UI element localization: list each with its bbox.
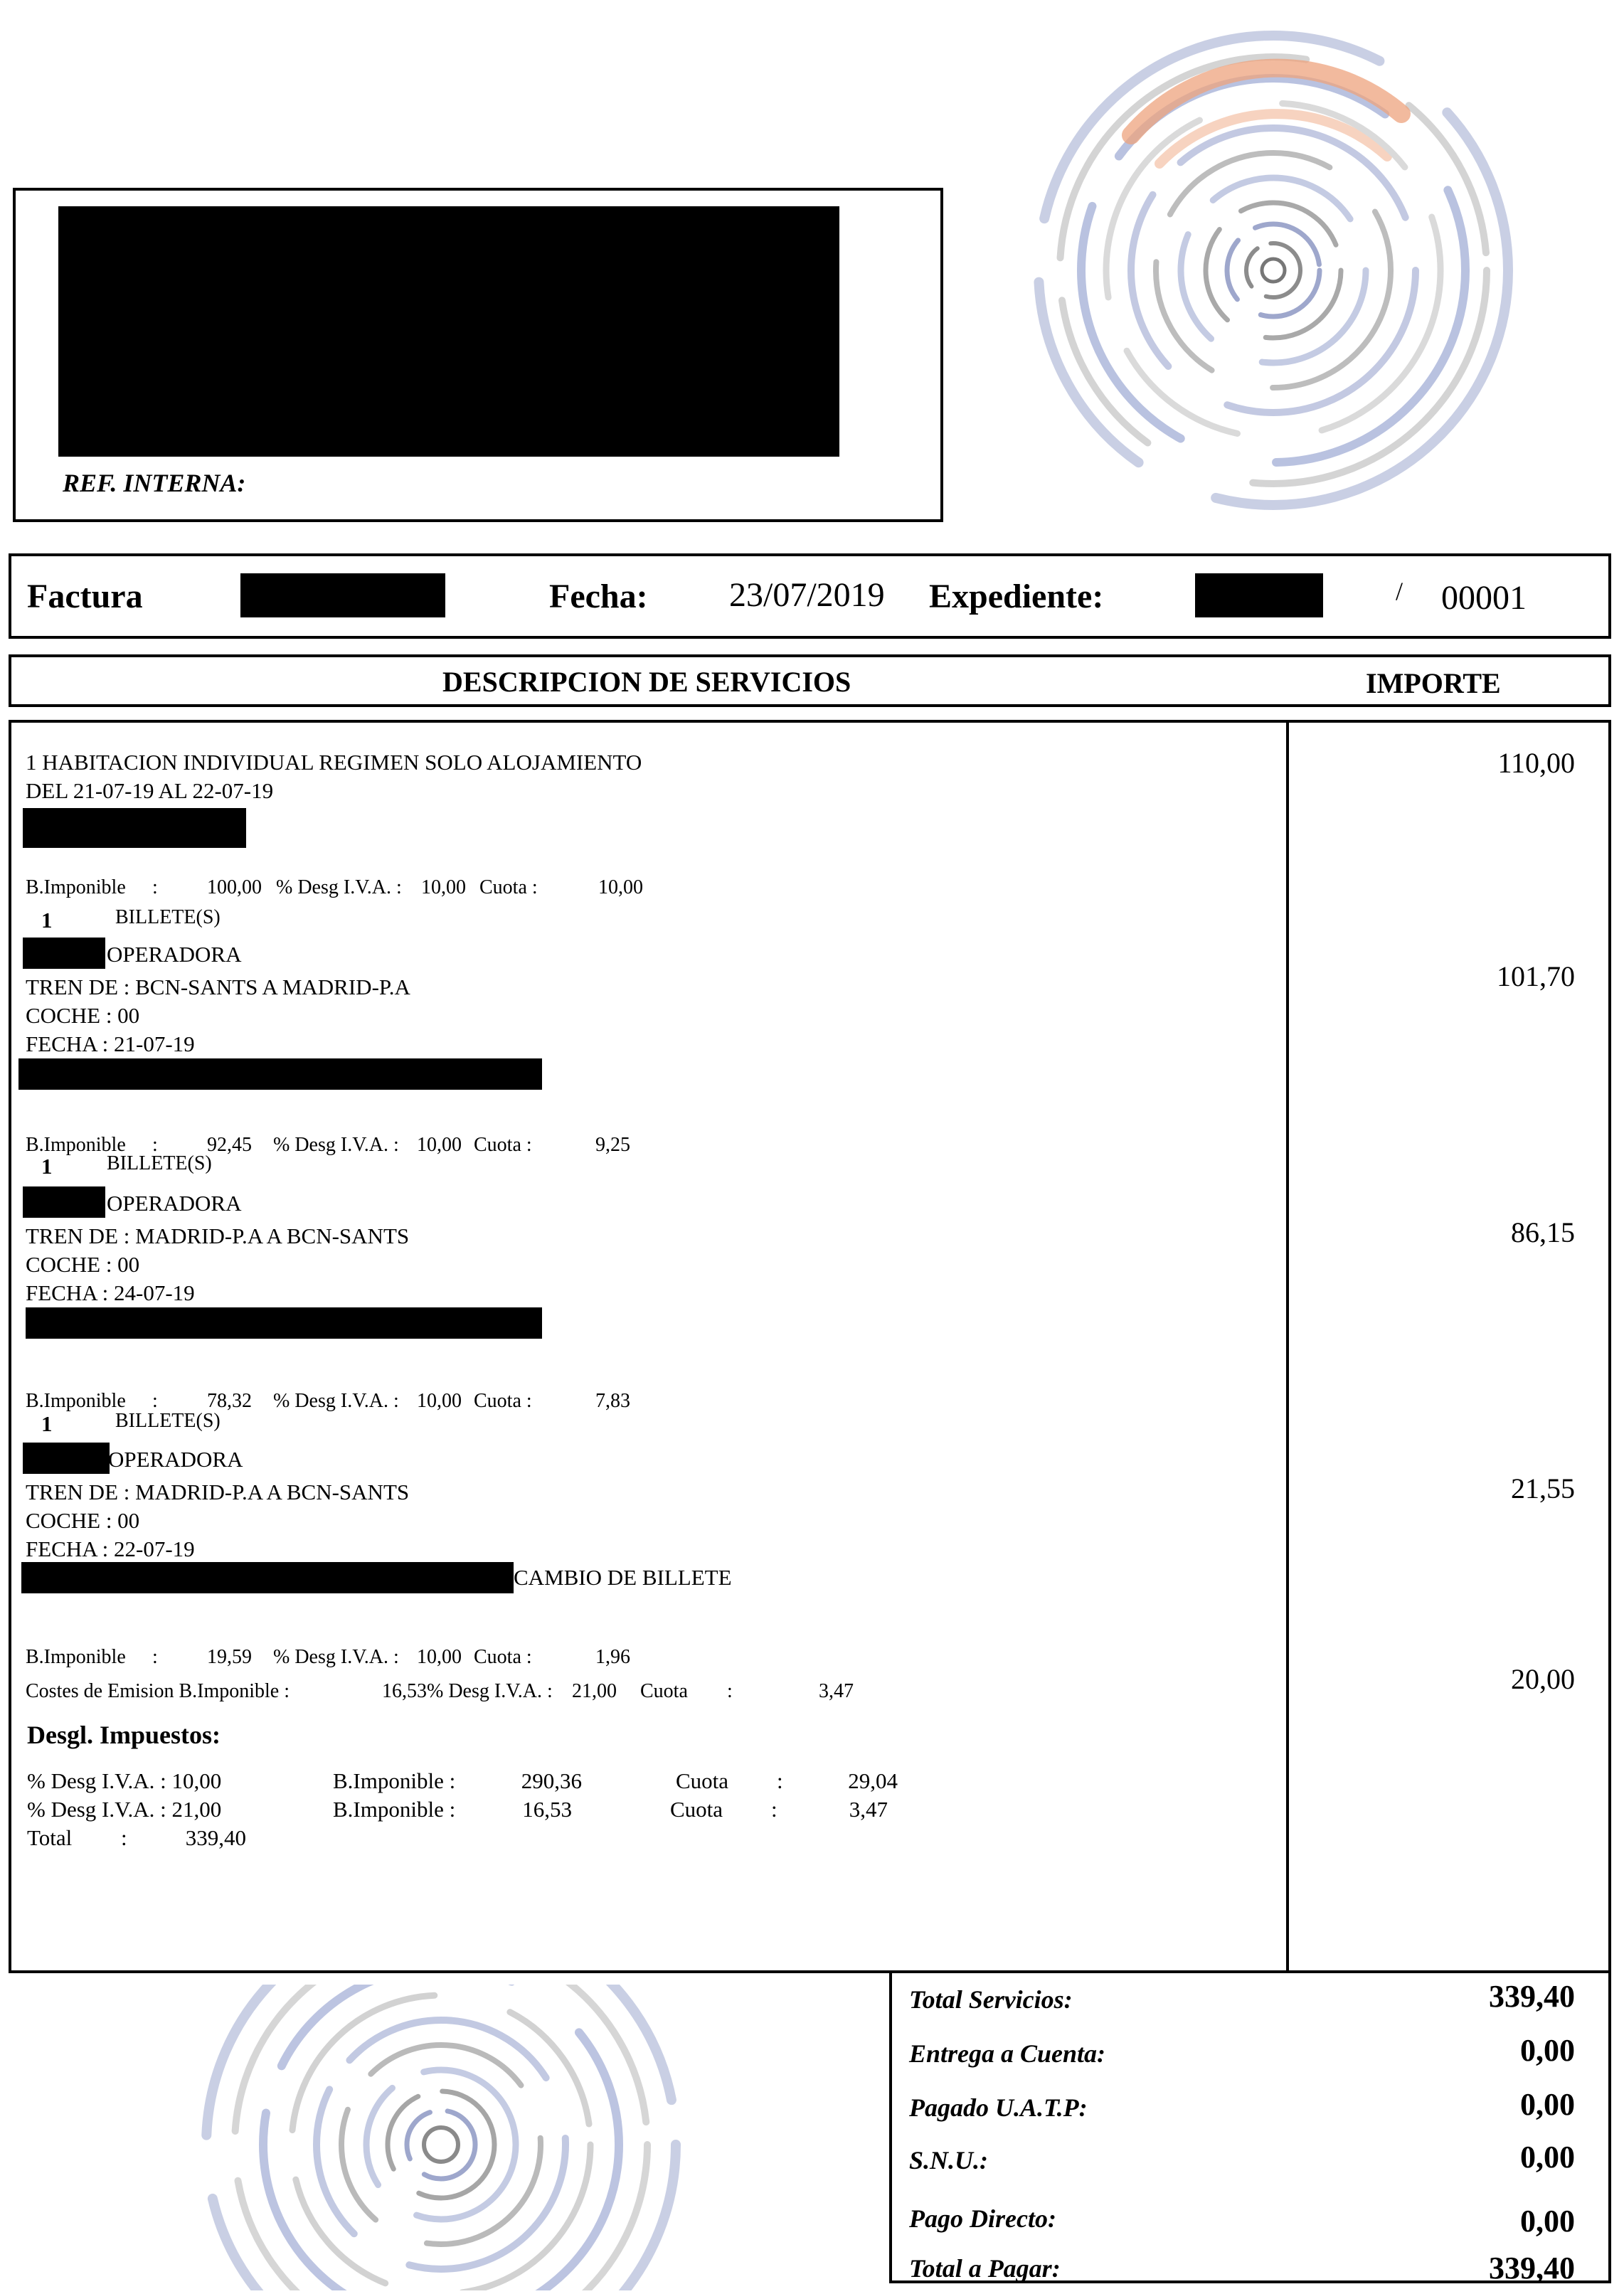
ticket-3-tax-line [26,1646,630,1669]
bi-colon: : [152,1134,158,1156]
bi-value: 19,59 [207,1646,252,1668]
redacted-operator-2 [23,1186,105,1218]
entrega-cuenta-label: Entrega a Cuenta: [909,2039,1106,2068]
desglose-row-1 [27,1768,898,1794]
pagado-uatp-label: Pagado U.A.T.P: [909,2093,1088,2122]
ticket-3-fecha: FECHA : 22-07-19 [26,1536,195,1561]
bi-value: 100,00 [207,876,262,898]
iva-label: % Desg I.V.A. : [276,876,402,898]
cuota-value: 10,00 [598,876,643,898]
expediente-label: Expediente: [929,578,1104,615]
bi-colon: : [152,1646,158,1668]
desglose-bi-label: B.Imponible : [333,1768,456,1793]
ticket-3-amount: 21,55 [1511,1472,1575,1504]
pago-directo-label: Pago Directo: [909,2204,1056,2233]
iva-value: 10,00 [417,1390,462,1412]
redacted-operator-3 [23,1443,110,1474]
hotel-line-1: 1 HABITACION INDIVIDUAL REGIMEN SOLO ALOJAMIENTO [26,750,642,775]
iva-label: % Desg I.V.A. : [273,1646,399,1668]
ticket-2-route: TREN DE : MADRID-P.A A BCN-SANTS [26,1223,410,1248]
pagado-uatp-value: 0,00 [1520,2087,1575,2122]
bi-colon: : [152,876,158,898]
expediente-number: 00001 [1441,579,1527,617]
ticket-2-qty: 1 [41,1154,53,1179]
iva-value: 10,00 [417,1134,462,1156]
desglose-iva: % Desg I.V.A. : 10,00 [27,1768,222,1793]
expediente-separator: / [1396,577,1403,605]
emision-line [26,1680,854,1703]
total-servicios-label: Total Servicios: [909,1985,1073,2014]
desglose-bi: 16,53 [522,1797,572,1822]
redacted-expediente [1195,573,1323,617]
fecha-label: Fecha: [549,578,648,615]
ticket-2-fecha: FECHA : 24-07-19 [26,1280,195,1305]
snu-value: 0,00 [1520,2140,1575,2174]
redacted-ticket-2-detail [26,1307,542,1339]
emision-bi: 16,53 [382,1680,427,1702]
desglose-iva: % Desg I.V.A. : 21,00 [27,1797,222,1822]
redacted-ticket-1-detail [18,1058,542,1090]
ticket-1-coche: COCHE : 00 [26,1003,140,1028]
ticket-3-operator: OPERADORA [108,1447,243,1472]
emision-iva-label: % Desg I.V.A. : [427,1680,553,1702]
redacted-factura-number [240,573,445,617]
desglose-colon: : [777,1768,783,1793]
cuota-label: Cuota : [479,876,538,898]
ticket-2-coche: COCHE : 00 [26,1252,140,1277]
ticket-1-fecha: FECHA : 21-07-19 [26,1031,195,1056]
ticket-3-qty-label: BILLETE(S) [115,1410,221,1432]
redacted-address [58,206,839,457]
desglose-total-label: Total [27,1825,73,1850]
redacted-ticket-3-detail [21,1562,514,1593]
ticket-1-qty-label: BILLETE(S) [115,906,221,928]
cuota-value: 1,96 [595,1646,630,1668]
ticket-3-qty: 1 [41,1411,53,1436]
desglose-row-2 [27,1797,888,1822]
total-pagar-value: 339,40 [1489,2251,1575,2285]
ticket-1-qty: 1 [41,908,53,933]
desglose-total-value: 339,40 [185,1825,246,1850]
hotel-line-2: DEL 21-07-19 AL 22-07-19 [26,778,274,803]
redacted-hotel-name [23,808,246,848]
ref-interna-label: REF. INTERNA: [63,469,246,497]
column-divider [1286,720,1289,1973]
ticket-1-amount: 101,70 [1497,960,1575,992]
ticket-2-operator: OPERADORA [107,1191,242,1216]
emision-amount: 20,00 [1511,1663,1575,1695]
desglose-total-colon: : [121,1825,127,1850]
iva-label: % Desg I.V.A. : [273,1134,399,1156]
desglose-title: Desgl. Impuestos: [27,1721,221,1749]
cuota-label: Cuota : [474,1646,532,1668]
total-pagar-label: Total a Pagar: [909,2254,1061,2283]
bi-colon: : [152,1390,158,1412]
col-header-importe: IMPORTE [1366,667,1501,699]
ticket-3-route: TREN DE : MADRID-P.A A BCN-SANTS [26,1480,410,1504]
ticket-2-tax-line [26,1390,630,1413]
bi-label: B.Imponible [26,876,126,898]
iva-value: 10,00 [421,876,466,898]
emision-label: Costes de Emision B.Imponible : [26,1680,290,1702]
total-servicios-value: 339,40 [1489,1979,1575,2014]
bi-label: B.Imponible [26,1646,126,1668]
desglose-cuota: 29,04 [848,1768,898,1793]
col-header-description: DESCRIPCION DE SERVICIOS [442,666,851,698]
emision-cuota-colon: : [727,1680,733,1702]
bi-label: B.Imponible [26,1134,126,1156]
bi-label: B.Imponible [26,1390,126,1412]
fecha-value: 23/07/2019 [729,576,885,614]
desglose-colon: : [771,1797,777,1822]
ticket-2-qty-label: BILLETE(S) [107,1152,212,1174]
desglose-bi-label: B.Imponible : [333,1797,456,1822]
hotel-tax-line [26,876,643,899]
cuota-value: 7,83 [595,1390,630,1412]
desglose-bi: 290,36 [521,1768,582,1793]
emision-cuota: 3,47 [819,1680,854,1702]
decorative-swirl-bottom [57,1985,882,2290]
iva-label: % Desg I.V.A. : [273,1390,399,1412]
cuota-label: Cuota : [474,1390,532,1412]
redacted-operator-1 [23,938,105,969]
emision-cuota-label: Cuota [640,1680,688,1702]
decorative-swirl-top [946,14,1615,526]
ticket-1-operator: OPERADORA [107,942,242,967]
ticket-3-note: CAMBIO DE BILLETE [514,1565,732,1590]
snu-label: S.N.U.: [909,2146,989,2174]
desglose-cuota-label: Cuota [670,1797,723,1822]
factura-label: Factura [27,578,143,615]
ticket-1-route: TREN DE : BCN-SANTS A MADRID-P.A [26,975,410,999]
bi-value: 78,32 [207,1390,252,1412]
cuota-label: Cuota : [474,1134,532,1156]
ticket-3-coche: COCHE : 00 [26,1508,140,1533]
pago-directo-value: 0,00 [1520,2204,1575,2239]
emision-iva: 21,00 [572,1680,617,1702]
desglose-total [27,1825,246,1851]
desglose-cuota-label: Cuota [676,1768,729,1793]
ticket-2-amount: 86,15 [1511,1216,1575,1248]
entrega-cuenta-value: 0,00 [1520,2033,1575,2068]
cuota-value: 9,25 [595,1134,630,1156]
desglose-cuota: 3,47 [849,1797,888,1822]
bi-value: 92,45 [207,1134,252,1156]
hotel-amount: 110,00 [1497,747,1575,779]
iva-value: 10,00 [417,1646,462,1668]
